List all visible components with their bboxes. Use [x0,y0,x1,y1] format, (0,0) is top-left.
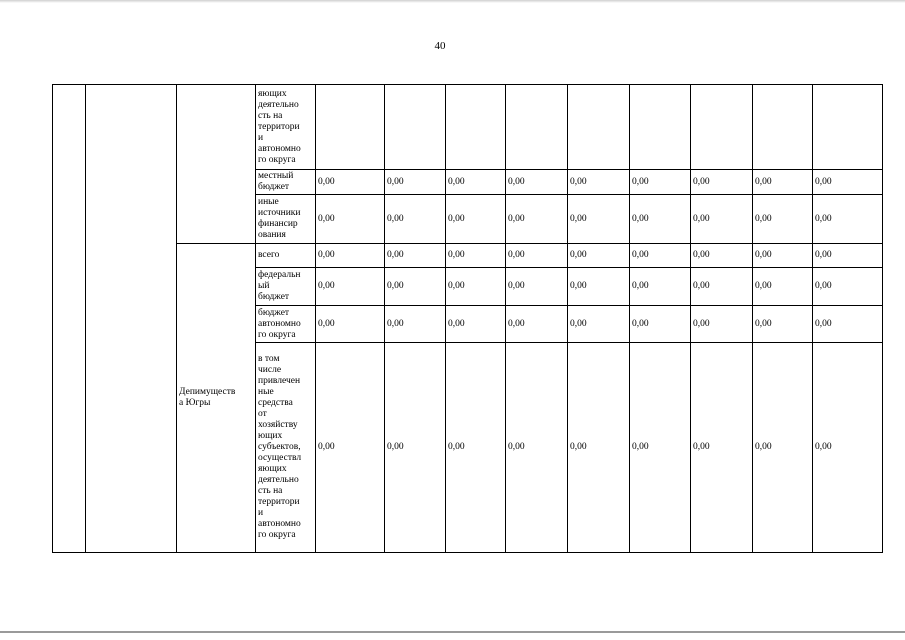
value-cell: 0,00 [691,343,753,553]
value-cell: 0,00 [385,170,446,195]
value-cell: 0,00 [753,268,813,306]
value-cell: 0,00 [813,306,883,343]
value-cell: 0,00 [691,268,753,306]
value-cell: 0,00 [316,306,385,343]
value-cell: 0,00 [813,343,883,553]
source-label: федеральн ый бюджет [256,268,316,306]
value-cell [568,85,630,170]
value-cell: 0,00 [568,268,630,306]
source-label: иные источники финансир ования [256,195,316,244]
value-cell: 0,00 [691,306,753,343]
value-cell: 0,00 [316,244,385,268]
source-label: всего [256,244,316,268]
value-cell: 0,00 [316,343,385,553]
org-name-cell: Депимуществ а Югры [177,244,256,553]
value-cell: 0,00 [568,244,630,268]
source-label: в том числе привлечен ные средства от хозяйству ющих субъектов, осуществл яющих деятельно сть на территори и автономно го округа [256,343,316,553]
value-cell: 0,00 [385,306,446,343]
value-cell: 0,00 [568,170,630,195]
value-cell: 0,00 [813,195,883,244]
value-cell [630,85,691,170]
value-cell: 0,00 [630,306,691,343]
value-cell: 0,00 [813,244,883,268]
value-cell: 0,00 [753,195,813,244]
value-cell: 0,00 [691,170,753,195]
value-cell: 0,00 [753,244,813,268]
value-cell: 0,00 [691,195,753,244]
value-cell: 0,00 [446,306,506,343]
value-cell: 0,00 [316,195,385,244]
value-cell: 0,00 [630,170,691,195]
value-cell: 0,00 [630,268,691,306]
value-cell [691,85,753,170]
value-cell: 0,00 [568,195,630,244]
value-cell [385,85,446,170]
value-cell: 0,00 [506,306,568,343]
value-cell [316,85,385,170]
top-edge-line [0,0,905,3]
value-cell [813,85,883,170]
value-cell: 0,00 [385,244,446,268]
value-cell: 0,00 [446,195,506,244]
table-row [53,244,883,268]
value-cell: 0,00 [753,343,813,553]
value-cell: 0,00 [630,244,691,268]
value-cell [446,85,506,170]
source-label: местный бюджет [256,170,316,195]
col-org-cell-empty [177,85,256,244]
value-cell: 0,00 [506,244,568,268]
value-cell [753,85,813,170]
value-cell: 0,00 [446,244,506,268]
value-cell: 0,00 [630,195,691,244]
value-cell: 0,00 [753,306,813,343]
value-cell: 0,00 [691,244,753,268]
value-cell: 0,00 [506,343,568,553]
value-cell: 0,00 [506,170,568,195]
value-cell: 0,00 [316,170,385,195]
page-number: 40 [434,40,446,52]
value-cell: 0,00 [385,343,446,553]
value-cell: 0,00 [813,170,883,195]
value-cell: 0,00 [813,268,883,306]
value-cell: 0,00 [385,195,446,244]
table-row [53,85,883,170]
col-number-cell [53,85,86,553]
value-cell: 0,00 [753,170,813,195]
table-body [53,85,883,553]
value-cell: 0,00 [316,268,385,306]
value-cell: 0,00 [568,343,630,553]
value-cell: 0,00 [568,306,630,343]
value-cell: 0,00 [446,170,506,195]
value-cell: 0,00 [506,268,568,306]
source-label: яющих деятельно сть на территори и автономно го округа [256,85,316,170]
bottom-edge-line [0,631,905,633]
value-cell: 0,00 [630,343,691,553]
value-cell: 0,00 [506,195,568,244]
value-cell: 0,00 [385,268,446,306]
value-cell: 0,00 [446,268,506,306]
budget-table [52,84,883,553]
value-cell: 0,00 [446,343,506,553]
source-label: бюджет автономно го округа [256,306,316,343]
value-cell [506,85,568,170]
col-measure-cell [86,85,177,553]
